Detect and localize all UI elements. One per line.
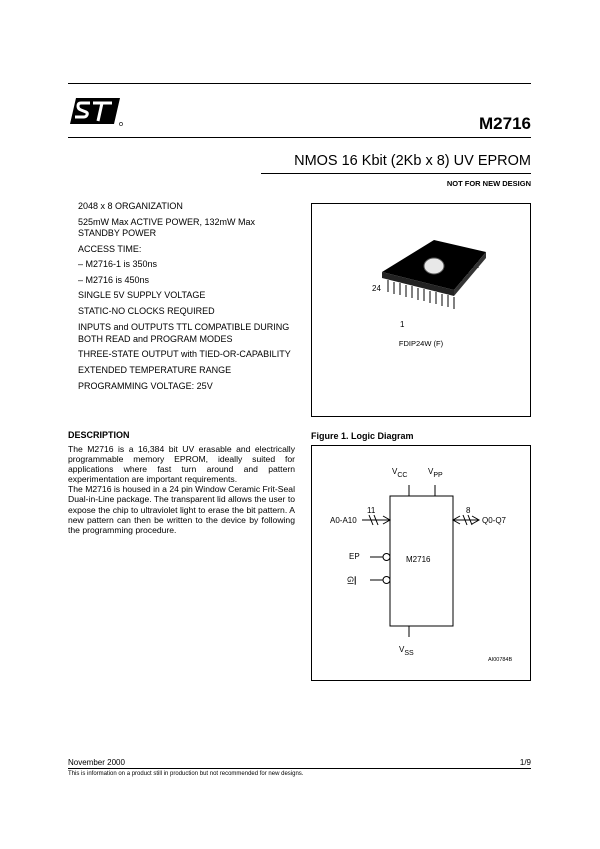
- feature-item: SINGLE 5V SUPPLY VOLTAGE: [78, 290, 206, 301]
- description-body: [68, 444, 295, 535]
- data-label: Q0-Q7: [482, 516, 507, 525]
- feature-item: – M2716 is 450ns: [78, 274, 150, 285]
- ep-label: EP: [349, 552, 360, 561]
- ep-bubble: [383, 554, 390, 561]
- package-name: FDIP24W (F): [398, 339, 444, 348]
- description-paragraph: The M2716 is a 16,384 bit UV erasable and electrically programmable memory EPROM, ideally suited for applications where fast turn around and pattern experimentation are important requirements.: [68, 444, 295, 485]
- description-paragraph: The M2716 is housed in a 24 pin Window Ceramic Frit-Seal Dual-in-Line package. The transparent lid allows the user to expose the chip to ultraviolet light to erase the bit pattern. A new pattern can then be written to the device by following the programming procedure.: [68, 484, 295, 535]
- pin-24-label: 24: [372, 284, 381, 293]
- description-heading: DESCRIPTION: [68, 430, 130, 440]
- data-count: 8: [466, 506, 471, 515]
- address-label: A0-A10: [330, 516, 357, 525]
- top-rule: [68, 83, 531, 84]
- page-number: 1/9: [519, 758, 531, 767]
- feature-item: 525mW Max ACTIVE POWER, 132mW Max STANDBY POWER: [78, 216, 256, 239]
- feature-item: PROGRAMMING VOLTAGE: 25V: [78, 380, 213, 391]
- vss-label: VSS: [399, 645, 414, 657]
- feature-item: 2048 x 8 ORGANIZATION: [78, 201, 183, 211]
- feature-item: EXTENDED TEMPERATURE RANGE: [78, 365, 232, 376]
- feature-list: [78, 201, 296, 397]
- feature-item: INPUTS and OUTPUTS TTL COMPATIBLE DURING BOTH READ and PROGRAM MODES: [78, 322, 290, 344]
- package-image: [372, 234, 492, 320]
- st-logo: [68, 96, 124, 128]
- header-rule: [68, 137, 531, 138]
- address-count: 11: [367, 506, 376, 515]
- chip-label: M2716: [406, 555, 431, 564]
- vpp-label: VPP: [428, 467, 443, 479]
- pin-1-label: 1: [400, 320, 405, 329]
- footer-note: This is information on a product still in production but not recommended for new designs.: [68, 771, 304, 777]
- footer-date: November 2000: [68, 758, 125, 767]
- title-rule: [261, 173, 531, 174]
- gi-bubble: [383, 577, 390, 584]
- gi-label: $\overline{GI}$: [345, 576, 355, 585]
- figure-code: AI00784B: [488, 657, 513, 663]
- document-title: NMOS 16 Kbit (2Kb x 8) UV EPROM: [294, 153, 531, 169]
- feature-item: STATIC-NO CLOCKS REQUIRED: [78, 306, 215, 317]
- status-note: NOT FOR NEW DESIGN: [446, 179, 531, 188]
- figure-caption: Figure 1. Logic Diagram: [311, 431, 414, 441]
- footer-rule: [68, 768, 531, 769]
- feature-item: – M2716-1 is 350ns: [78, 259, 158, 270]
- feature-item: THREE-STATE OUTPUT with TIED-OR-CAPABILITY: [78, 349, 291, 360]
- part-number: M2716: [479, 114, 531, 133]
- vcc-label: VCC: [392, 467, 408, 479]
- feature-item: ACCESS TIME:: [78, 244, 142, 255]
